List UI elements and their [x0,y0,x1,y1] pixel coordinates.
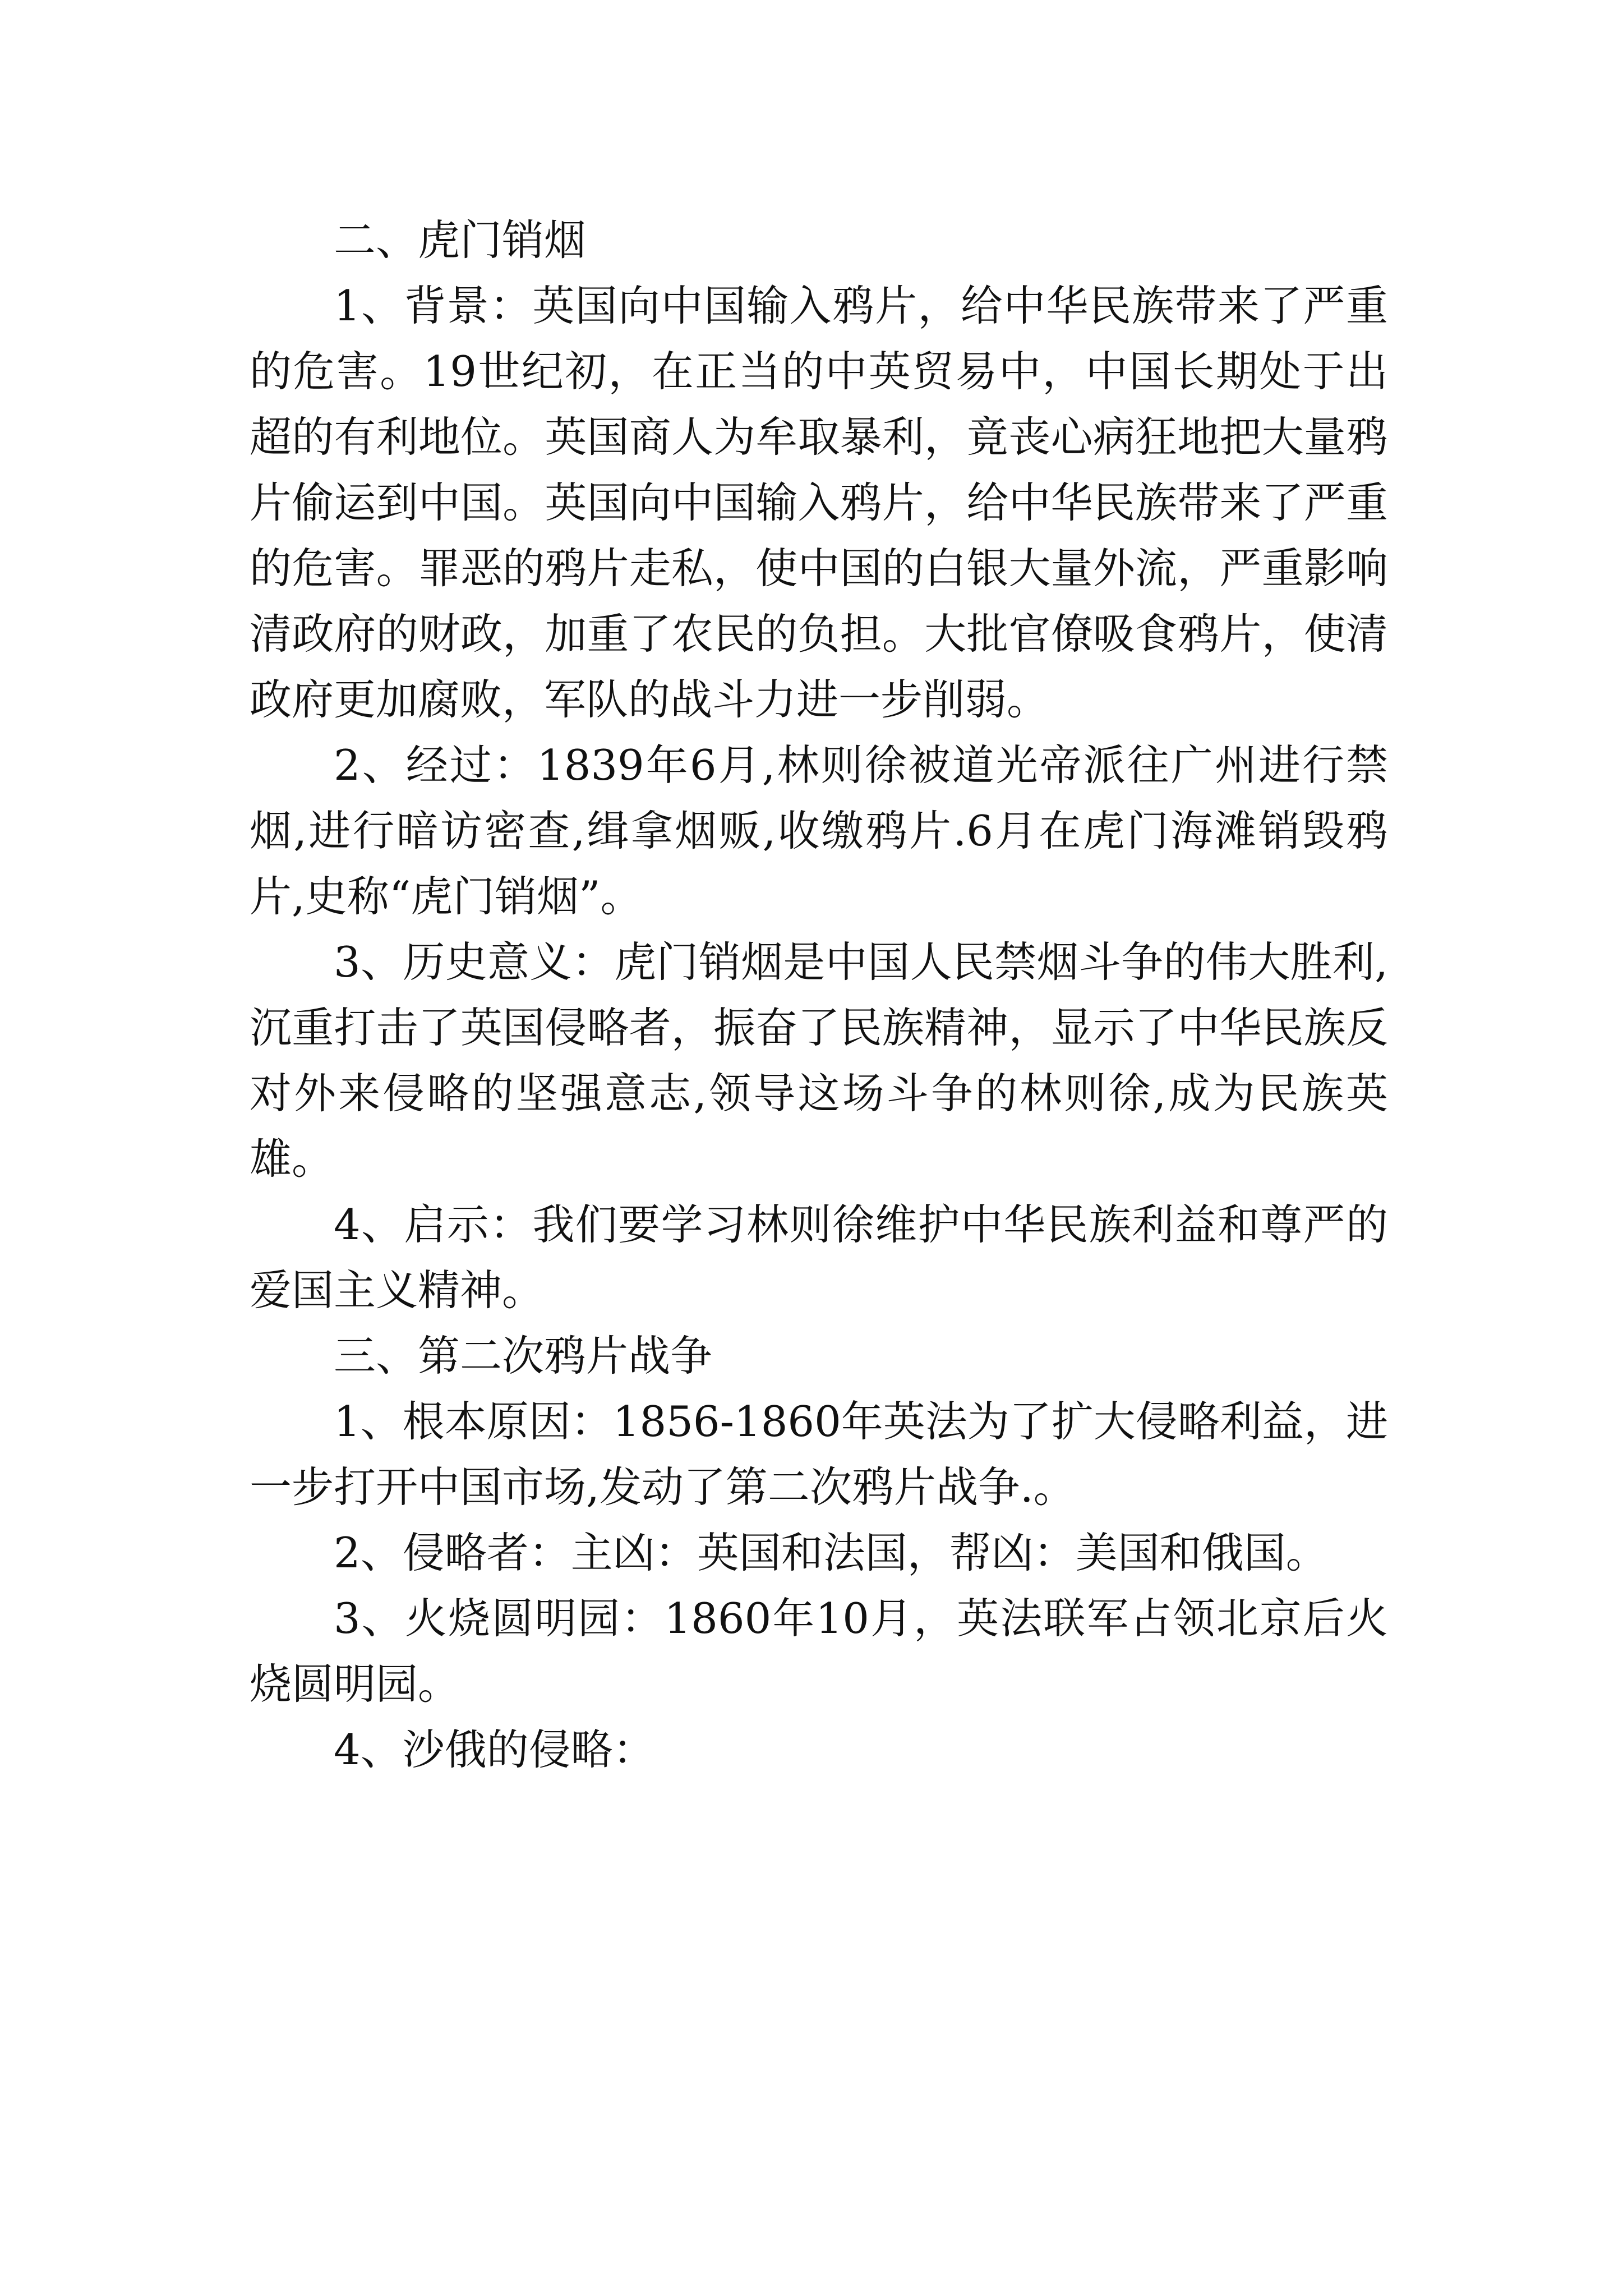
paragraph-background: 1、背景：英国向中国输入鸦片，给中华民族带来了严重的危害。19世纪初，在正当的中英贸易中，中国长期处于出超的有利地位。英国商人为牟取暴利，竟丧心病狂地把大量鸦片偷运到中国。英国向中国输入鸦片，给中华民族带来了严重的危害。罪恶的鸦片走私，使中国的白银大量外流，严重影响清政府的财政，加重了农民的负担。大批官僚吸食鸦片，使清政府更加腐败，军队的战斗力进一步削弱。 [250,281,1388,724]
paragraph-russian-aggression: 4、沙俄的侵略： [334,1725,655,1774]
paragraph-old-summer-palace: 3、火烧圆明园：1860年10月，英法联军占领北京后火烧圆明园。 [250,1594,1388,1709]
section-heading-second-opium-war: 三、第二次鸦片战争 [334,1331,713,1381]
paragraph-inspiration: 4、启示：我们要学习林则徐维护中华民族利益和尊严的爱国主义精神。 [250,1200,1388,1315]
document-body [250,208,1388,1783]
paragraph-process: 2、经过：1839年6月,林则徐被道光帝派往广州进行禁烟,进行暗访密查,缉拿烟贩,收缴鸦片.6月在虎门海滩销毁鸦片,史称“虎门销烟”。 [250,740,1388,921]
section-heading-humen: 二、虎门销烟 [334,215,587,265]
paragraph-root-cause: 1、根本原因：1856-1860年英法为了扩大侵略利益，进一步打开中国市场,发动了第二次鸦片战争.。 [250,1397,1388,1512]
paragraph-significance: 3、历史意义：虎门销烟是中国人民禁烟斗争的伟大胜利,沉重打击了英国侵略者，振奋了民族精神，显示了中华民族反对外来侵略的坚强意志,领导这场斗争的林则徐,成为民族英雄。 [250,937,1388,1184]
paragraph-aggressors: 2、侵略者：主凶：英国和法国，帮凶：美国和俄国。 [334,1528,1328,1577]
